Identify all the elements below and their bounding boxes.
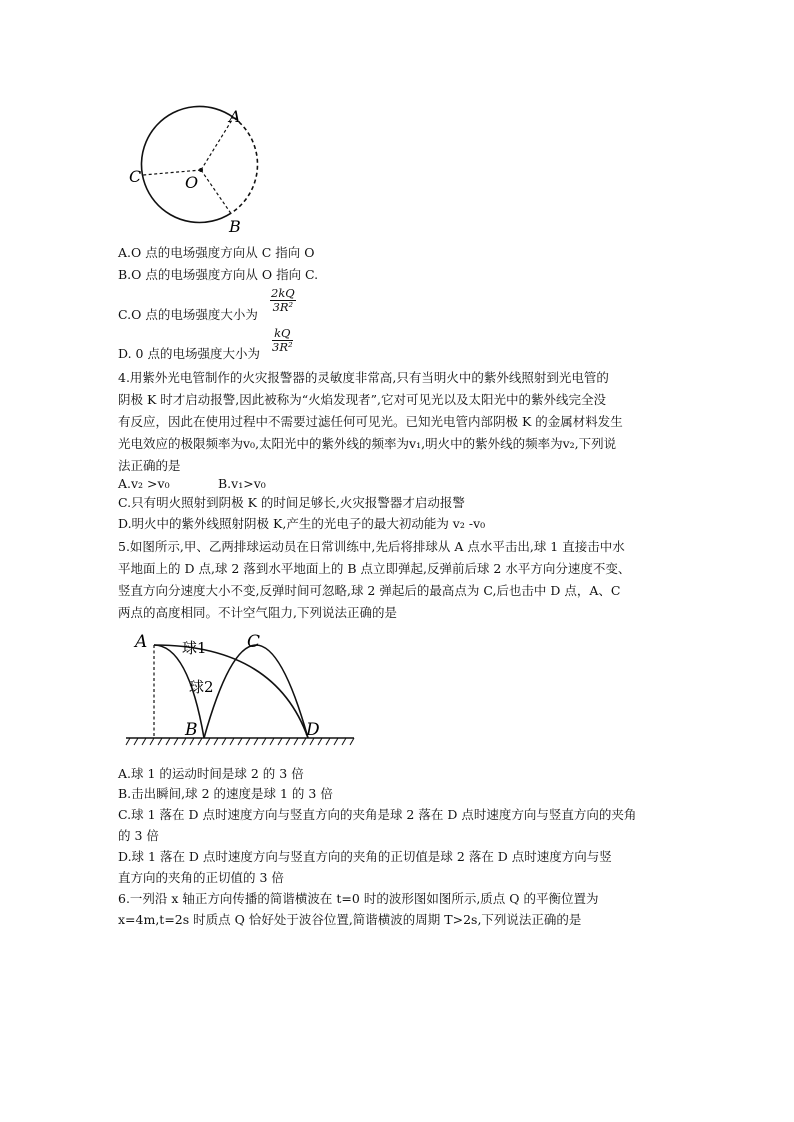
q4-option-c: C.只有明火照射到阴极 K 的时间足够长,火灾报警器才启动报警 (118, 495, 465, 510)
q5-option-c-line-1: C.球 1 落在 D 点时速度方向与竖直方向的夹角是球 2 落在 D 点时速度方向与竖直方向的夹角 (118, 807, 637, 822)
label-c: C (129, 167, 142, 186)
label-a: A (229, 107, 241, 126)
q5-option-d-line-2: 直方向的夹角的正切值的 3 倍 (118, 870, 284, 885)
label-c: C (247, 632, 261, 652)
q4-line-4: 光电效应的极限频率为v₀,太阳光中的紫外线的频率为v₁,明火中的紫外线的频率为v₂,下列说 (118, 436, 617, 451)
q3-option-c-denominator: 3R² (272, 300, 294, 314)
label-a: A (135, 632, 148, 652)
radius-ob (201, 170, 231, 213)
q3-option-d-denominator: 3R² (272, 340, 293, 354)
center-dot (199, 168, 203, 172)
q3-option-c: C.O 点的电场强度大小为 (118, 307, 258, 322)
q5-line-3: 竖直方向分速度大小不变,反弹时间可忽略,球 2 弹起后的最高点为 C,后也击中 D 点，A、C (118, 583, 621, 598)
label-b: B (185, 720, 198, 740)
label-d: D (306, 720, 320, 740)
circle-solid-arc (141, 106, 233, 222)
q5-line-1: 5.如图所示,甲、乙两排球运动员在日常训练中,先后将排球从 A 点水平击出,球 1 直接击中水 (118, 539, 625, 554)
ball1-label: 球1 (182, 639, 207, 657)
label-o: O (185, 173, 199, 192)
q5-option-a: A.球 1 的运动时间是球 2 的 3 倍 (118, 766, 304, 781)
q4-option-a: A.v₂ >v₀ (118, 476, 170, 491)
q4-line-2: 阴极 K 时才启动报警,因此被称为“火焰发现者”,它对可见光以及太阳光中的紫外线完全没 (118, 392, 607, 407)
label-b: B (229, 217, 241, 236)
q3-option-d-fraction (272, 327, 293, 354)
ball2-label: 球2 (189, 678, 214, 696)
q5-line-4: 两点的高度相同。不计空气阻力,下列说法正确的是 (118, 605, 397, 620)
q5-option-d-line-1: D.球 1 落在 D 点时速度方向与竖直方向的夹角的正切值是球 2 落在 D 点时速度方向与竖 (118, 849, 612, 864)
q5-line-2: 平地面上的 D 点,球 2 落到水平地面上的 B 点立即弹起,反弹前后球 2 水平方向分速度不变、 (118, 561, 631, 576)
q6-line-1: 6.一列沿 x 轴正方向传播的简谐横波在 t=0 时的波形图如图所示,质点 Q 的平衡位置为 (118, 891, 599, 906)
volleyball-trajectory-figure (122, 625, 362, 750)
q4-line-1: 4.用紫外光电管制作的火灾报警器的灵敏度非常高,只有当明火中的紫外线照射到光电管的 (118, 370, 609, 385)
q3-option-b: B.O 点的电场强度方向从 O 指向 C. (118, 267, 319, 282)
q5-option-c-line-2: 的 3 倍 (118, 828, 159, 843)
q4-option-b: B.v₁>v₀ (218, 476, 266, 491)
circle-dashed-arc (231, 118, 258, 214)
q3-option-c-fraction (270, 287, 296, 314)
q5-option-b: B.击出瞬间,球 2 的速度是球 1 的 3 倍 (118, 786, 333, 801)
q3-option-c-numerator: 2kQ (271, 286, 295, 300)
q3-option-d-numerator: kQ (272, 327, 293, 341)
q6-line-2: x=4m,t=2s 时质点 Q 恰好处于波谷位置,简谐横波的周期 T>2s,下列说法正确的是 (118, 912, 582, 927)
ball2-trajectory-second (204, 645, 308, 738)
q4-line-3: 有反应，因此在使用过程中不需要过滤任何可见光。已知光电管内部阴极 K 的金属材料发生 (118, 414, 623, 429)
q3-option-a: A.O 点的电场强度方向从 C 指向 O (118, 245, 315, 260)
q4-option-d: D.明火中的紫外线照射阴极 K,产生的光电子的最大初动能为 v₂ -v₀ (118, 516, 486, 531)
circle-field-figure (125, 100, 275, 238)
ground-hatching (126, 738, 354, 745)
q4-line-5: 法正确的是 (118, 458, 181, 473)
q3-option-d: D. 0 点的电场强度大小为 (118, 346, 260, 361)
